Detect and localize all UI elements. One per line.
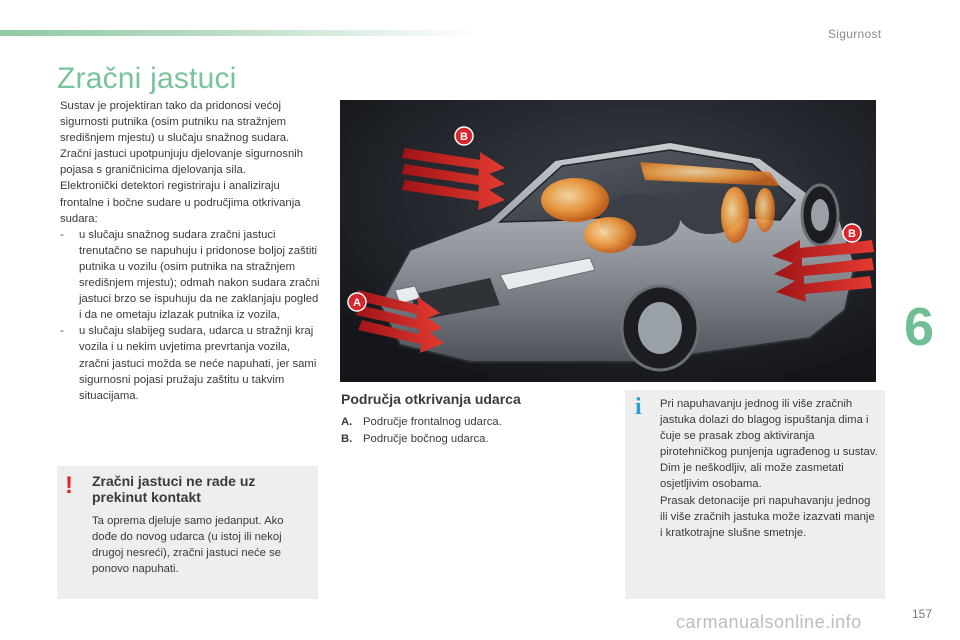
intro-paragraph: Elektronički detektori registriraju i analiziraju frontalne i bočne sudare u područjima otkrivanja sudara: [60,180,301,225]
intro-paragraph: Sustav je projektiran tako da pridonosi većoj sigurnosti putnika (osim putniku na stražnjem središnjem mjestu) u slučaju snažnog sudara. [60,100,290,145]
page-title: Zračni jastuci [57,62,237,95]
zone-letter: B. [341,432,353,445]
info-box [625,390,885,599]
info-paragraph: Pri napuhavanju jednog ili više zračnih jastuka dolazi do blagog ispuštanja dima i čuje se prasak zbog aktiviranja pirotehničkog punjenja ugrađenog u sustav. [660,398,878,459]
zone-item [341,431,502,448]
zones-list [341,414,502,447]
warning-text: Ta oprema djeluje samo jedanput. Ako dođe do novog udarca (u istoj ili nekoj drugoj nesreći), zračni jastuci neće se ponovo napuhati. [92,515,284,576]
intro-bullet: - u slučaju snažnog sudara zračni jastuci trenutačno se napuhuju i pridonose boljoj zaštiti putnika u vozilu (osim putnika na stražnjem središnjem mjestu); odmah nakon sudara zračni jastuci brzo se ispuhuju da ne zaklanjaju pogled i da ne ometaju izlazak putnika iz vozila, [60,227,322,324]
airbag-car-illustration [340,100,876,382]
zone-item [341,414,502,431]
car-illustration-svg [340,100,876,382]
info-paragraph: Prasak detonacije pri napuhavanju jednog ili više zračnih jastuka može izazvati manje i kratkotrajne slušne smetnje. [660,494,875,539]
zone-text: Područje bočnog udarca. [363,432,489,445]
label-b-right: B [848,228,856,240]
label-b-top: B [460,131,468,143]
label-a: A [353,297,361,309]
chapter-number: 6 [904,297,935,357]
info-icon: i [635,394,642,420]
intro-text [60,98,322,404]
exclamation-icon: ! [65,472,73,499]
intro-bullet-list [60,227,322,404]
zones-title: Područja otkrivanja udarca [341,391,521,407]
page-number: 157 [912,607,933,621]
intro-paragraph: Zračni jastuci upotpunjuju djelovanje sigurnosnih pojasa s graničnicima djelovanja sila. [60,148,304,177]
zone-letter: A. [341,416,353,428]
info-paragraph: Dim je neškodljiv, ali može zasmetati osjetljivim osobama. [660,462,844,491]
section-label: Sigurnost [828,27,882,41]
warning-title: Zračni jastuci ne rade uz prekinut kontakt [92,473,256,505]
intro-bullet: - u slučaju slabijeg sudara, udarca u stražnji kraj vozila i u nekim uvjetima prevrtanja vozila, zračni jastuci možda se neće napuhati, jer sami sigurnosni pojasi pružaju zaštitu u takvim situacijama. [60,323,322,403]
info-text [660,396,878,541]
warning-box [57,466,318,599]
zone-text: Područje frontalnog udarca. [363,416,502,428]
watermark: carmanualsonline.info [676,612,862,632]
header-accent-bar [0,30,480,36]
